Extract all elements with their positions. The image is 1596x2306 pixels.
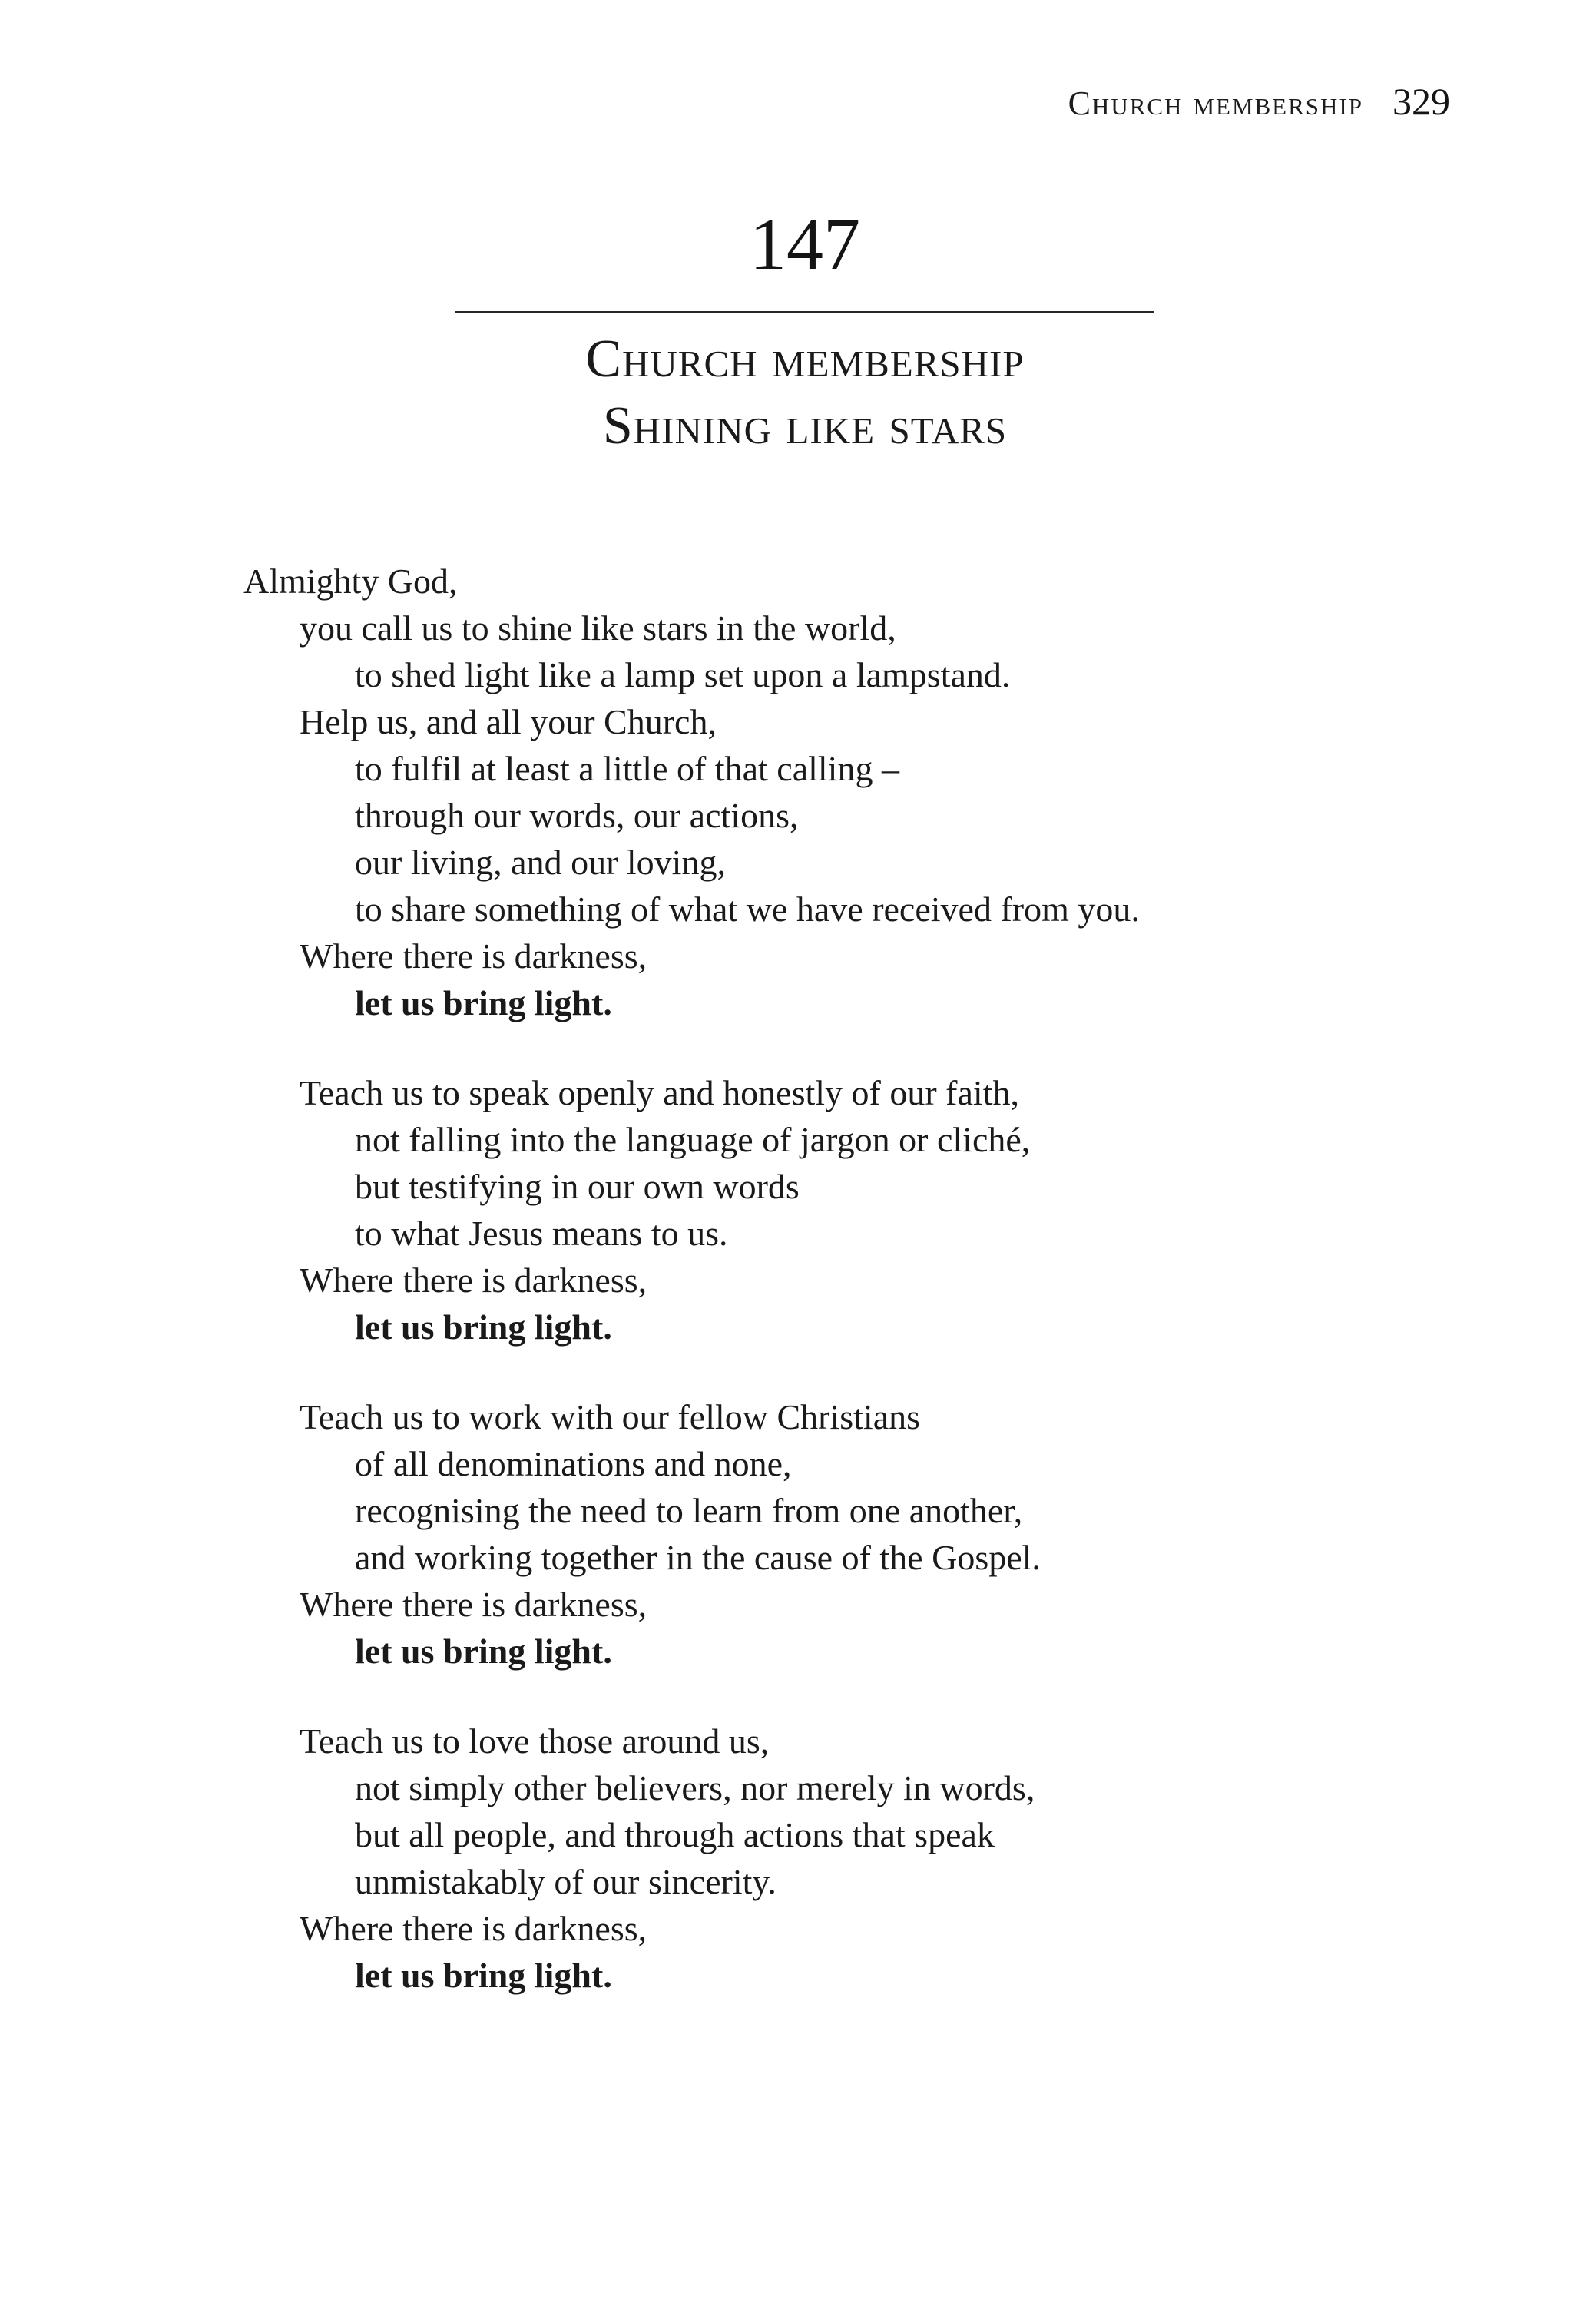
prayer-response-line: let us bring light.	[355, 983, 612, 1022]
prayer-line: to what Jesus means to us.	[355, 1214, 728, 1253]
title-rule-divider	[455, 311, 1154, 313]
prayer-line: you call us to shine like stars in the world,	[300, 608, 896, 648]
prayer-text	[243, 558, 1449, 1999]
prayer-response-line: let us bring light.	[355, 1632, 612, 1671]
running-header-title: Church membership	[1068, 84, 1363, 122]
running-header	[1068, 82, 1450, 131]
title-block	[455, 203, 1154, 459]
prayer-stanza	[243, 1393, 1449, 1675]
prayer-stanza	[243, 1718, 1449, 1999]
prayer-line: to shed light like a lamp set upon a lampstand.	[355, 655, 1011, 694]
prayer-line: Almighty God,	[243, 562, 458, 601]
prayer-line: our living, and our loving,	[355, 843, 726, 882]
prayer-line: but testifying in our own words	[355, 1167, 800, 1206]
title-line-1: Church membership	[585, 330, 1025, 389]
prayer-line: to share something of what we have received from you.	[355, 890, 1140, 929]
page-number: 329	[1392, 80, 1450, 123]
prayer-line: but all people, and through actions that speak	[355, 1815, 995, 1854]
prayer-line: Teach us to speak openly and honestly of our faith,	[300, 1073, 1019, 1112]
prayer-line: Where there is darkness,	[300, 1585, 647, 1624]
prayer-line: to fulfil at least a little of that calling –	[355, 749, 899, 788]
prayer-line: Where there is darkness,	[300, 1261, 647, 1300]
prayer-line: and working together in the cause of the Gospel.	[355, 1538, 1041, 1577]
prayer-line: Teach us to work with our fellow Christians	[300, 1397, 921, 1436]
prayer-line: Teach us to love those around us,	[300, 1721, 770, 1761]
prayer-line: recognising the need to learn from one another,	[355, 1491, 1023, 1530]
prayer-stanza	[243, 558, 1449, 1026]
prayer-line: through our words, our actions,	[355, 796, 799, 835]
prayer-line: not simply other believers, nor merely in words,	[355, 1768, 1035, 1807]
title-line-2: Shining like stars	[602, 396, 1008, 456]
prayer-number: 147	[750, 203, 860, 285]
prayer-line: Where there is darkness,	[300, 936, 647, 976]
prayer-line: Help us, and all your Church,	[300, 702, 717, 741]
prayer-line: unmistakably of our sincerity.	[355, 1862, 776, 1901]
prayer-line: Where there is darkness,	[300, 1909, 647, 1948]
prayer-line: not falling into the language of jargon or cliché,	[355, 1120, 1031, 1159]
prayer-response-line: let us bring light.	[355, 1956, 612, 1995]
prayer-response-line: let us bring light.	[355, 1307, 612, 1347]
prayer-stanza	[243, 1069, 1449, 1350]
title-lines	[455, 326, 1154, 459]
prayer-line: of all denominations and none,	[355, 1444, 792, 1483]
